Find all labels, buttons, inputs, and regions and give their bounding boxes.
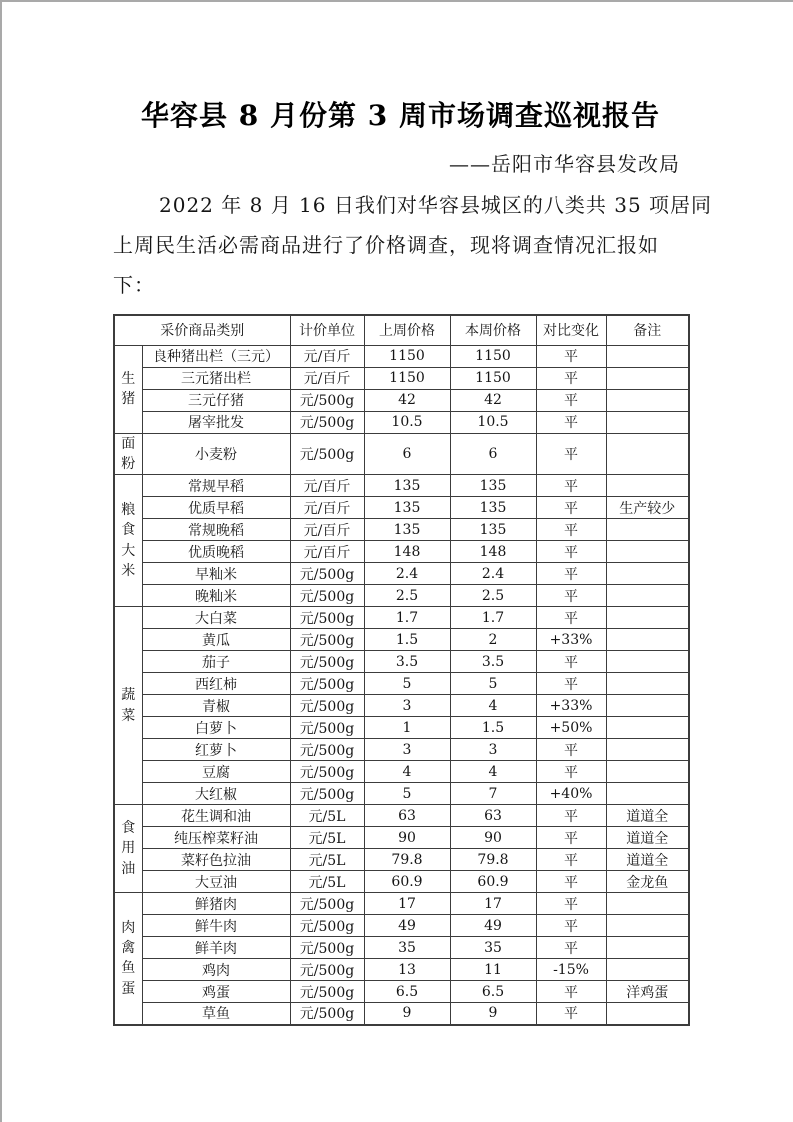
this-week-cell: 5: [450, 673, 536, 695]
unit-cell: 元/500g: [290, 981, 364, 1003]
last-week-cell: 1.5: [364, 629, 450, 651]
last-week-cell: 60.9: [364, 871, 450, 893]
change-cell: 平: [536, 739, 606, 761]
last-week-cell: 5: [364, 673, 450, 695]
note-cell: [606, 411, 689, 433]
header-category: 采价商品类别: [114, 315, 290, 345]
unit-cell: 元/500g: [290, 651, 364, 673]
page-title: 华容县 8 月份第 3 周市场调查巡视报告: [141, 99, 660, 132]
table-row: [114, 585, 689, 607]
table-row: [114, 915, 689, 937]
unit-cell: 元/500g: [290, 389, 364, 411]
table-row: [114, 871, 689, 893]
note-cell: [606, 937, 689, 959]
change-cell: 平: [536, 389, 606, 411]
document-author-byline: ——岳阳市华容县发改局: [449, 152, 680, 176]
item-name-cell: 花生调和油: [142, 805, 290, 827]
last-week-cell: 63: [364, 805, 450, 827]
item-name-cell: 鸡蛋: [142, 981, 290, 1003]
table-row: [114, 411, 689, 433]
item-name-cell: 红萝卜: [142, 739, 290, 761]
this-week-cell: 2.5: [450, 585, 536, 607]
unit-cell: 元/5L: [290, 871, 364, 893]
price-survey-table: [113, 314, 690, 1026]
last-week-cell: 35: [364, 937, 450, 959]
table-row: [114, 651, 689, 673]
change-cell: 平: [536, 827, 606, 849]
note-cell: [606, 651, 689, 673]
table-row: [114, 1003, 689, 1025]
item-name-cell: 豆腐: [142, 761, 290, 783]
unit-cell: 元/百斤: [290, 345, 364, 367]
last-week-cell: 5: [364, 783, 450, 805]
last-week-cell: 10.5: [364, 411, 450, 433]
unit-cell: 元/500g: [290, 585, 364, 607]
last-week-cell: 79.8: [364, 849, 450, 871]
table-row: [114, 981, 689, 1003]
note-cell: 道道全: [606, 849, 689, 871]
this-week-cell: 1150: [450, 367, 536, 389]
unit-cell: 元/500g: [290, 739, 364, 761]
last-week-cell: 9: [364, 1003, 450, 1025]
this-week-cell: 60.9: [450, 871, 536, 893]
note-cell: [606, 585, 689, 607]
last-week-cell: 4: [364, 761, 450, 783]
item-name-cell: 鲜羊肉: [142, 937, 290, 959]
paragraph-line: 2022 年 8 月 16 日我们对华容县城区的八类共 35 项居同: [159, 193, 713, 217]
this-week-cell: 148: [450, 541, 536, 563]
note-cell: 生产较少: [606, 497, 689, 519]
unit-cell: 元/500g: [290, 673, 364, 695]
table-header-row: [114, 315, 689, 345]
last-week-cell: 42: [364, 389, 450, 411]
note-cell: [606, 345, 689, 367]
table-row: [114, 497, 689, 519]
note-cell: 洋鸡蛋: [606, 981, 689, 1003]
change-cell: 平: [536, 981, 606, 1003]
this-week-cell: 4: [450, 695, 536, 717]
table-row: [114, 673, 689, 695]
last-week-cell: 148: [364, 541, 450, 563]
table-row: [114, 541, 689, 563]
change-cell: 平: [536, 519, 606, 541]
unit-cell: 元/500g: [290, 761, 364, 783]
this-week-cell: 49: [450, 915, 536, 937]
item-name-cell: 优质早稻: [142, 497, 290, 519]
unit-cell: 元/5L: [290, 849, 364, 871]
this-week-cell: 135: [450, 519, 536, 541]
table-row: [114, 805, 689, 827]
this-week-cell: 2.4: [450, 563, 536, 585]
last-week-cell: 6.5: [364, 981, 450, 1003]
change-cell: 平: [536, 541, 606, 563]
item-name-cell: 草鱼: [142, 1003, 290, 1025]
item-name-cell: 晚籼米: [142, 585, 290, 607]
item-name-cell: 三元猪出栏: [142, 367, 290, 389]
last-week-cell: 17: [364, 893, 450, 915]
change-cell: +50%: [536, 717, 606, 739]
item-name-cell: 屠宰批发: [142, 411, 290, 433]
item-name-cell: 良种猪出栏（三元）: [142, 345, 290, 367]
change-cell: 平: [536, 367, 606, 389]
this-week-cell: 6.5: [450, 981, 536, 1003]
change-cell: 平: [536, 475, 606, 497]
note-cell: [606, 629, 689, 651]
item-name-cell: 小麦粉: [142, 433, 290, 475]
last-week-cell: 90: [364, 827, 450, 849]
unit-cell: 元/500g: [290, 607, 364, 629]
change-cell: 平: [536, 805, 606, 827]
item-name-cell: 鲜猪肉: [142, 893, 290, 915]
category-cell: 肉 禽 鱼 蛋: [114, 893, 142, 1025]
table-row: [114, 475, 689, 497]
this-week-cell: 6: [450, 433, 536, 475]
table-row: [114, 717, 689, 739]
unit-cell: 元/500g: [290, 1003, 364, 1025]
category-cell: 面 粉: [114, 433, 142, 475]
intro-paragraph: [113, 185, 713, 305]
last-week-cell: 1.7: [364, 607, 450, 629]
note-cell: [606, 607, 689, 629]
this-week-cell: 17: [450, 893, 536, 915]
unit-cell: 元/百斤: [290, 497, 364, 519]
change-cell: 平: [536, 411, 606, 433]
item-name-cell: 优质晚稻: [142, 541, 290, 563]
change-cell: 平: [536, 849, 606, 871]
note-cell: [606, 739, 689, 761]
unit-cell: 元/500g: [290, 959, 364, 981]
note-cell: 道道全: [606, 805, 689, 827]
note-cell: [606, 519, 689, 541]
last-week-cell: 2.4: [364, 563, 450, 585]
last-week-cell: 135: [364, 519, 450, 541]
last-week-cell: 49: [364, 915, 450, 937]
note-cell: [606, 893, 689, 915]
this-week-cell: 7: [450, 783, 536, 805]
table-row: [114, 367, 689, 389]
unit-cell: 元/500g: [290, 695, 364, 717]
unit-cell: 元/5L: [290, 827, 364, 849]
change-cell: -15%: [536, 959, 606, 981]
item-name-cell: 黄瓜: [142, 629, 290, 651]
change-cell: 平: [536, 585, 606, 607]
item-name-cell: 三元仔猪: [142, 389, 290, 411]
note-cell: 金龙鱼: [606, 871, 689, 893]
item-name-cell: 大红椒: [142, 783, 290, 805]
this-week-cell: 135: [450, 497, 536, 519]
this-week-cell: 135: [450, 475, 536, 497]
note-cell: [606, 761, 689, 783]
item-name-cell: 茄子: [142, 651, 290, 673]
last-week-cell: 13: [364, 959, 450, 981]
unit-cell: 元/500g: [290, 433, 364, 475]
table-row: [114, 893, 689, 915]
change-cell: 平: [536, 761, 606, 783]
header-this-week: 本周价格: [450, 315, 536, 345]
note-cell: [606, 433, 689, 475]
unit-cell: 元/百斤: [290, 519, 364, 541]
change-cell: 平: [536, 915, 606, 937]
table-row: [114, 345, 689, 367]
item-name-cell: 西红柿: [142, 673, 290, 695]
change-cell: +40%: [536, 783, 606, 805]
item-name-cell: 常规晚稻: [142, 519, 290, 541]
item-name-cell: 青椒: [142, 695, 290, 717]
item-name-cell: 菜籽色拉油: [142, 849, 290, 871]
last-week-cell: 2.5: [364, 585, 450, 607]
this-week-cell: 3.5: [450, 651, 536, 673]
table-row: [114, 389, 689, 411]
this-week-cell: 90: [450, 827, 536, 849]
note-cell: [606, 959, 689, 981]
change-cell: 平: [536, 651, 606, 673]
unit-cell: 元/500g: [290, 629, 364, 651]
this-week-cell: 10.5: [450, 411, 536, 433]
last-week-cell: 3.5: [364, 651, 450, 673]
this-week-cell: 11: [450, 959, 536, 981]
header-last-week: 上周价格: [364, 315, 450, 345]
note-cell: 道道全: [606, 827, 689, 849]
last-week-cell: 135: [364, 475, 450, 497]
table-row: [114, 849, 689, 871]
item-name-cell: 大白菜: [142, 607, 290, 629]
item-name-cell: 纯压榨菜籽油: [142, 827, 290, 849]
this-week-cell: 4: [450, 761, 536, 783]
change-cell: 平: [536, 607, 606, 629]
this-week-cell: 9: [450, 1003, 536, 1025]
note-cell: [606, 717, 689, 739]
header-remarks: 备注: [606, 315, 689, 345]
unit-cell: 元/500g: [290, 893, 364, 915]
note-cell: [606, 915, 689, 937]
unit-cell: 元/百斤: [290, 475, 364, 497]
change-cell: 平: [536, 497, 606, 519]
this-week-cell: 63: [450, 805, 536, 827]
change-cell: 平: [536, 433, 606, 475]
table-row: [114, 937, 689, 959]
paragraph-line: 下：: [113, 273, 155, 297]
change-cell: 平: [536, 871, 606, 893]
unit-cell: 元/500g: [290, 783, 364, 805]
table-row: [114, 959, 689, 981]
last-week-cell: 3: [364, 739, 450, 761]
last-week-cell: 6: [364, 433, 450, 475]
this-week-cell: 35: [450, 937, 536, 959]
last-week-cell: 1150: [364, 367, 450, 389]
note-cell: [606, 541, 689, 563]
unit-cell: 元/百斤: [290, 367, 364, 389]
last-week-cell: 135: [364, 497, 450, 519]
this-week-cell: 3: [450, 739, 536, 761]
change-cell: 平: [536, 563, 606, 585]
item-name-cell: 常规早稻: [142, 475, 290, 497]
table-row: [114, 827, 689, 849]
table-row: [114, 519, 689, 541]
category-cell: 食 用 油: [114, 805, 142, 893]
note-cell: [606, 1003, 689, 1025]
note-cell: [606, 475, 689, 497]
change-cell: 平: [536, 345, 606, 367]
table-row: [114, 739, 689, 761]
item-name-cell: 早籼米: [142, 563, 290, 585]
unit-cell: 元/5L: [290, 805, 364, 827]
unit-cell: 元/百斤: [290, 541, 364, 563]
note-cell: [606, 673, 689, 695]
unit-cell: 元/500g: [290, 411, 364, 433]
change-cell: +33%: [536, 629, 606, 651]
table-row: [114, 695, 689, 717]
header-change: 对比变化: [536, 315, 606, 345]
item-name-cell: 大豆油: [142, 871, 290, 893]
last-week-cell: 1: [364, 717, 450, 739]
change-cell: 平: [536, 673, 606, 695]
note-cell: [606, 783, 689, 805]
note-cell: [606, 389, 689, 411]
change-cell: 平: [536, 937, 606, 959]
change-cell: +33%: [536, 695, 606, 717]
table-row: [114, 783, 689, 805]
change-cell: 平: [536, 1003, 606, 1025]
note-cell: [606, 367, 689, 389]
table-row: [114, 607, 689, 629]
this-week-cell: 42: [450, 389, 536, 411]
this-week-cell: 1150: [450, 345, 536, 367]
category-cell: 生 猪: [114, 345, 142, 433]
unit-cell: 元/500g: [290, 915, 364, 937]
category-cell: 蔬 菜: [114, 607, 142, 805]
unit-cell: 元/500g: [290, 717, 364, 739]
item-name-cell: 鸡肉: [142, 959, 290, 981]
unit-cell: 元/500g: [290, 937, 364, 959]
table-row: [114, 629, 689, 651]
item-name-cell: 白萝卜: [142, 717, 290, 739]
unit-cell: 元/500g: [290, 563, 364, 585]
price-table-body: [114, 345, 689, 1025]
this-week-cell: 1.5: [450, 717, 536, 739]
header-unit: 计价单位: [290, 315, 364, 345]
this-week-cell: 1.7: [450, 607, 536, 629]
category-cell: 粮 食 大 米: [114, 475, 142, 607]
last-week-cell: 1150: [364, 345, 450, 367]
item-name-cell: 鲜牛肉: [142, 915, 290, 937]
this-week-cell: 2: [450, 629, 536, 651]
last-week-cell: 3: [364, 695, 450, 717]
note-cell: [606, 563, 689, 585]
table-row: [114, 433, 689, 475]
change-cell: 平: [536, 893, 606, 915]
table-row: [114, 761, 689, 783]
paragraph-line: 上周民生活必需商品进行了价格调查，现将调查情况汇报如: [113, 233, 659, 257]
note-cell: [606, 695, 689, 717]
this-week-cell: 79.8: [450, 849, 536, 871]
table-row: [114, 563, 689, 585]
